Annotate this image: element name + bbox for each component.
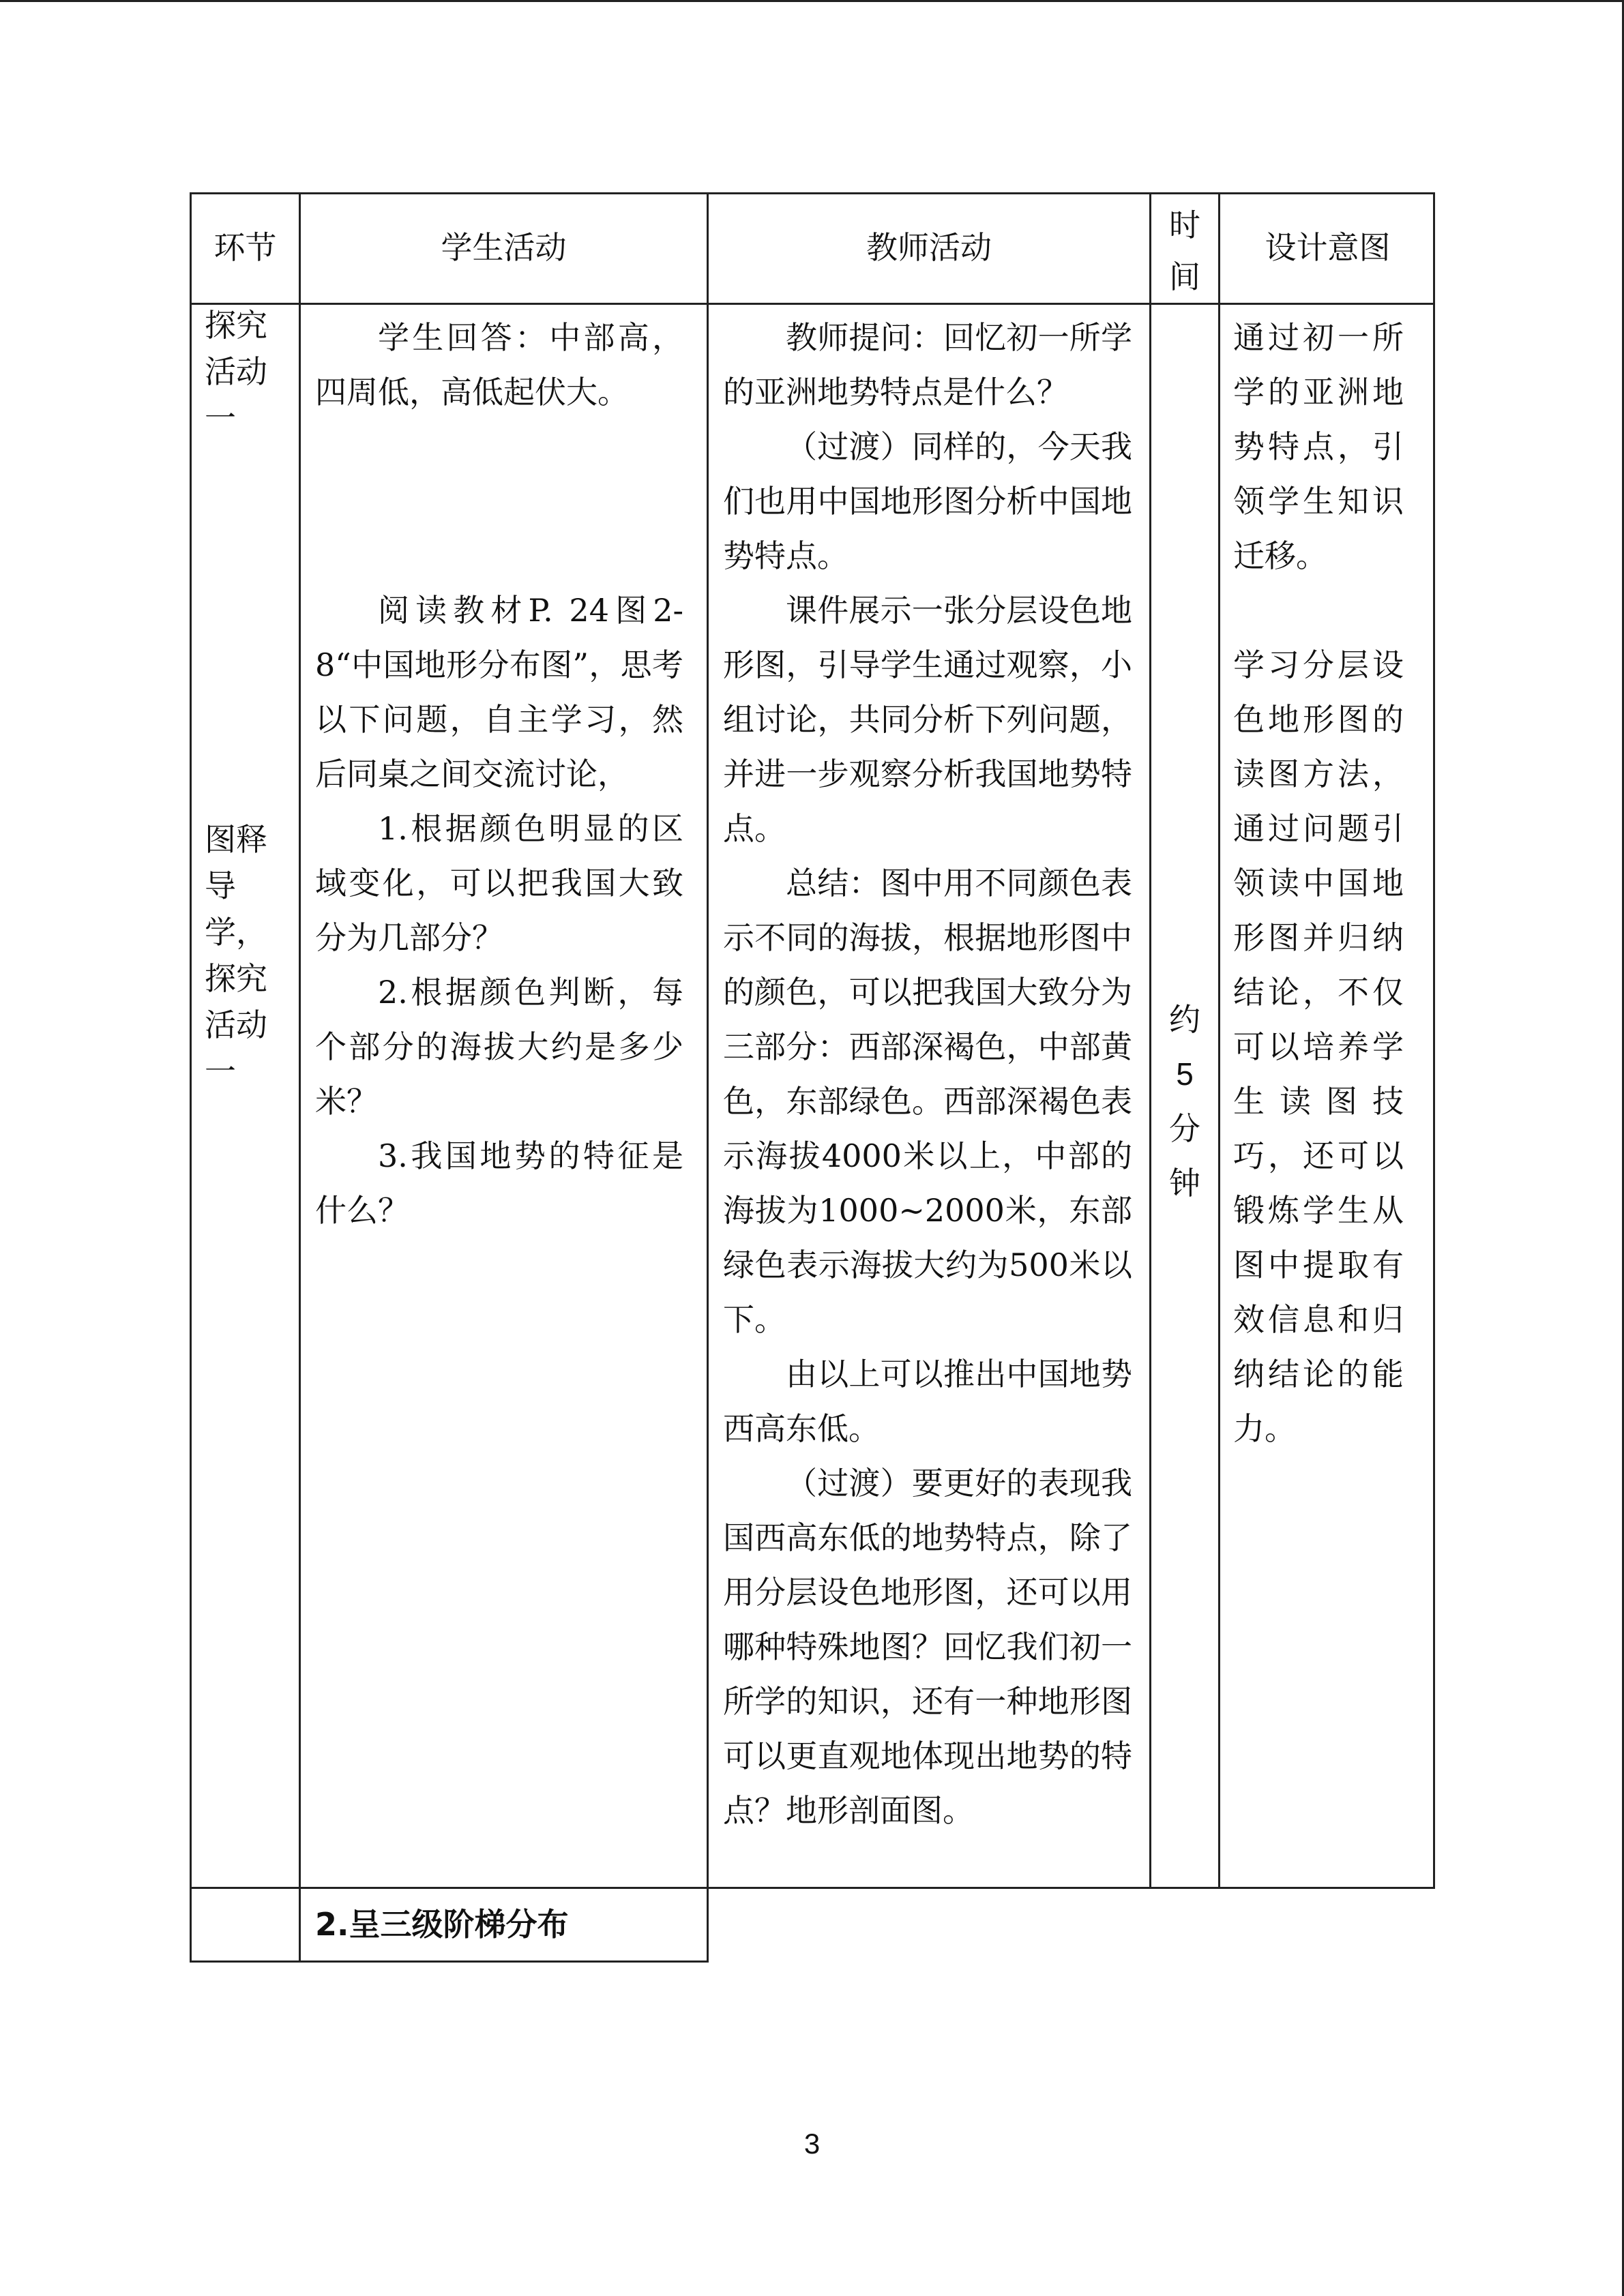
intent-knowledge-transfer: 通过初一所学的亚洲地势特点，引领学生知识迁移。 xyxy=(1233,319,1404,574)
row-divider xyxy=(190,1960,709,1963)
section-label-line: 活动 xyxy=(205,1007,267,1043)
header-divider xyxy=(190,303,1435,305)
student-reading-task: 阅读教材P. 24图2-8“中国地形分布图”，思考以下问题，自主学习，然后同桌之间交流讨论， xyxy=(315,592,683,792)
section-label-line: 一 xyxy=(205,400,236,436)
header-student-activity: 学生活动 xyxy=(441,229,567,266)
time-char: 约 xyxy=(1169,1002,1200,1037)
header-time-char: 间 xyxy=(1169,258,1200,295)
section-label-line: 探究 xyxy=(205,307,267,344)
header-design-intent: 设计意图 xyxy=(1265,229,1391,266)
section-label-line: 图释 xyxy=(205,821,267,858)
teacher-summary: 总结：图中用不同颜色表示不同的海拔，根据地形图中的颜色，可以把我国大致分为三部分：西部深褐色，中部黄色，东部绿色。西部深褐色表示海拔4000米以上，中部的海拔为1000~2000米，东部绿色表示海拔大约为500米以下。 xyxy=(723,865,1132,1338)
column-divider xyxy=(1149,192,1151,1889)
teacher-conclusion: 由以上可以推出中国地势西高东低。 xyxy=(723,1356,1132,1447)
student-question-2: 2.根据颜色判断，每个部分的海拔大约是多少米？ xyxy=(315,974,683,1120)
column-divider xyxy=(299,1888,301,1963)
page-number: 3 xyxy=(803,2128,821,2160)
page-top-border xyxy=(0,0,1624,2)
section-label-line: 活动 xyxy=(205,353,267,390)
section-label-line: 导 xyxy=(205,867,236,904)
column-divider xyxy=(707,1888,709,1963)
time-char: 分 xyxy=(1169,1111,1200,1146)
column-divider xyxy=(299,192,301,1889)
section-label-inquiry-activity xyxy=(205,302,286,441)
section-label-line: 探究 xyxy=(205,960,267,997)
teacher-courseware: 课件展示一张分层设色地形图，引导学生通过观察，小组讨论，共同分析下列问题，并进一步观察分析我国地势特点。 xyxy=(723,592,1132,847)
section-label-map-guided-learning xyxy=(205,816,286,1094)
student-question-1: 1.根据颜色明显的区域变化，可以把我国大致分为几部分？ xyxy=(315,810,683,956)
section-label-line: 一 xyxy=(205,1053,236,1090)
teacher-transition-2: （过渡）要更好的表现我国西高东低的地势特点，除了用分层设色地形图，还可以用哪种特殊地图？回忆我们初一所学的知识，还有一种地形图可以更直观地体现出地势的特点？地形剖面图。 xyxy=(723,1465,1132,1829)
section-label-line: 学， xyxy=(205,914,267,951)
student-question-3: 3.我国地势的特征是什么？ xyxy=(315,1137,683,1229)
teacher-question: 教师提问：回忆初一所学的亚洲地势特点是什么？ xyxy=(723,319,1132,411)
header-time xyxy=(1151,199,1218,303)
student-activity-cell xyxy=(315,310,683,1238)
student-answer: 学生回答：中部高，四周低，高低起伏大。 xyxy=(315,319,683,411)
column-divider xyxy=(1218,192,1220,1889)
intent-map-reading: 学习分层设色地形图的读图方法，通过问题引领读中国地形图并归纳结论，不仅可以培养学生读图技巧，还可以锻炼学生从图中提取有效信息和归纳结论的能力。 xyxy=(1233,646,1404,1447)
header-teacher-activity: 教师活动 xyxy=(866,229,992,266)
header-section: 环节 xyxy=(213,229,277,266)
column-divider xyxy=(190,1888,192,1963)
teacher-transition-1: （过渡）同样的，今天我们也用中国地形图分析中国地势特点。 xyxy=(723,428,1132,574)
teacher-activity-cell xyxy=(723,310,1132,1838)
header-time-char: 时 xyxy=(1169,207,1200,243)
design-intent-cell xyxy=(1233,310,1404,1456)
time-cell xyxy=(1152,992,1217,1210)
next-section-heading: 2.呈三级阶梯分布 xyxy=(315,1906,569,1943)
time-char: 钟 xyxy=(1169,1165,1200,1201)
column-divider xyxy=(707,192,709,1889)
time-char: 5 xyxy=(1176,1056,1194,1092)
